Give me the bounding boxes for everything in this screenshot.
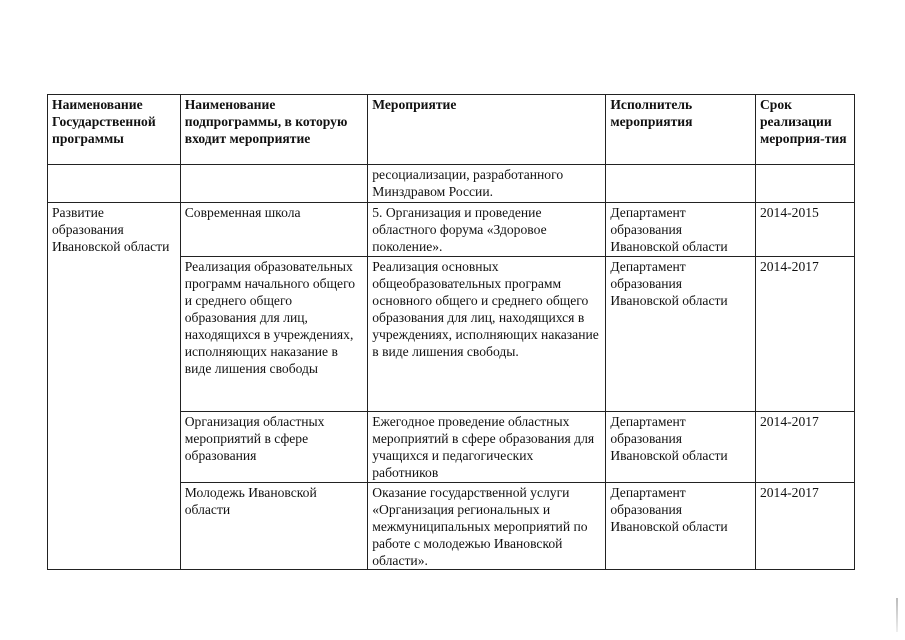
program-activities-table — [47, 94, 855, 570]
activity-cell: Реализация основных общеобразовательных программ основного общего и среднего общего образования для лиц, находящихся в учреждениях, исполняющих наказание в виде лишения свободы. — [368, 257, 606, 412]
scan-edge-mark — [896, 598, 898, 632]
header-program: Наименование Государственной программы — [48, 95, 181, 165]
activity-cell: Ежегодное проведение областных мероприятий в сфере образования для учащихся и педагогических работников — [368, 412, 606, 483]
continuation-subprogram-cell — [180, 165, 368, 203]
header-term: Срок реализации мероприя-тия — [755, 95, 854, 165]
executor-cell: Департамент образования Ивановской области — [606, 203, 756, 257]
continuation-activity-cell: ресоциализации, разработанного Минздравом России. — [368, 165, 606, 203]
executor-cell: Департамент образования Ивановской области — [606, 483, 756, 570]
subprogram-cell: Современная школа — [180, 203, 368, 257]
table-header-row — [48, 95, 855, 165]
header-activity: Мероприятие — [368, 95, 606, 165]
activity-cell: Оказание государственной услуги «Организация региональных и межмуниципальных мероприятий по работе с молодежью Ивановской области». — [368, 483, 606, 570]
executor-cell: Департамент образования Ивановской области — [606, 257, 756, 412]
subprogram-cell: Молодежь Ивановской области — [180, 483, 368, 570]
continuation-row — [48, 165, 855, 203]
program-name-cell: Развитие образования Ивановской области — [48, 203, 181, 570]
table-row — [48, 203, 855, 257]
header-subprogram: Наименование подпрограммы, в которую входит мероприятие — [180, 95, 368, 165]
continuation-program-cell — [48, 165, 181, 203]
activity-cell: 5. Организация и проведение областного форума «Здоровое поколение». — [368, 203, 606, 257]
subprogram-cell: Реализация образовательных программ начального общего и среднего общего образования для лиц, находящихся в учреждениях, исполняющих наказание в виде лишения свободы — [180, 257, 368, 412]
term-cell: 2014-2017 — [755, 483, 854, 570]
continuation-term-cell — [755, 165, 854, 203]
header-executor: Исполнитель мероприятия — [606, 95, 756, 165]
term-cell: 2014-2017 — [755, 257, 854, 412]
subprogram-cell: Организация областных мероприятий в сфере образования — [180, 412, 368, 483]
continuation-executor-cell — [606, 165, 756, 203]
term-cell: 2014-2015 — [755, 203, 854, 257]
executor-cell: Департамент образования Ивановской области — [606, 412, 756, 483]
term-cell: 2014-2017 — [755, 412, 854, 483]
